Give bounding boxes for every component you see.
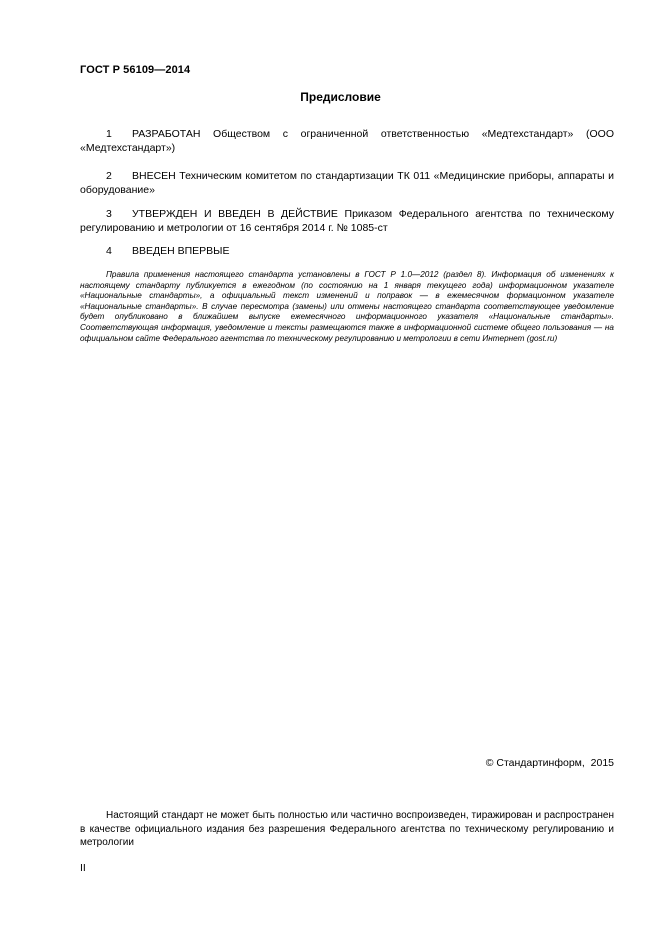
reproduction-restriction-notice: Настоящий стандарт не может быть полностью или частично воспроизведен, тиражирован и распространен в качестве официального издания без разрешения Федерального агентства по техническому регулированию и метрологии xyxy=(80,810,614,848)
preface-item-1 xyxy=(80,128,614,155)
preface-item-3 xyxy=(80,208,614,235)
copyright-notice: © Стандартинформ, 2015 xyxy=(485,757,614,769)
standard-code: ГОСТ Р 56109—2014 xyxy=(80,64,191,76)
item-number: 1 xyxy=(106,128,112,140)
page-number: II xyxy=(80,862,86,874)
item-text: ВВЕДЕН ВПЕРВЫЕ xyxy=(132,245,230,257)
page-title: Предисловие xyxy=(300,90,381,104)
item-text: УТВЕРЖДЕН И ВВЕДЕН В ДЕЙСТВИЕ Приказом Федерального агентства по техническому регулированию и метрологии от 16 сентября 2014 г. № 1085-ст xyxy=(80,208,614,234)
item-text: РАЗРАБОТАН Обществом с ограниченной ответственностью «Медтехстандарт» (ООО «Медтехстандарт») xyxy=(80,128,614,154)
preface-item-4 xyxy=(80,245,614,259)
item-number: 4 xyxy=(106,245,112,257)
item-number: 3 xyxy=(106,208,112,220)
preface-item-2 xyxy=(80,170,614,197)
item-text: ВНЕСЕН Техническим комитетом по стандартизации ТК 011 «Медицинские приборы, аппараты и оборудование» xyxy=(80,170,614,196)
item-number: 2 xyxy=(106,170,112,182)
application-rules-note: Правила применения настоящего стандарта установлены в ГОСТ Р 1.0—2012 (раздел 8). Информация об изменениях к настоящему стандарту публикуется в ежегодном (по состоянию на 1 января текущего года) информационном указателе «Национальные стандарты», а официальный текст изменений и поправок — в ежемесячном формационном указателе «Национальные стандарты». В случае пересмотра (замены) или отмены настоящего стандарта соответствующее уведомление будет опубликовано в ближайшем выпуске ежемесячного информационного указателя «Национальные стандарты». Соответствующая информация, уведомление и тексты размещаются также в информационной системе общего пользования — на официальном сайте Федерального агентства по техническому регулированию и метрологии в сети Интернет (gost.ru) xyxy=(80,270,614,343)
